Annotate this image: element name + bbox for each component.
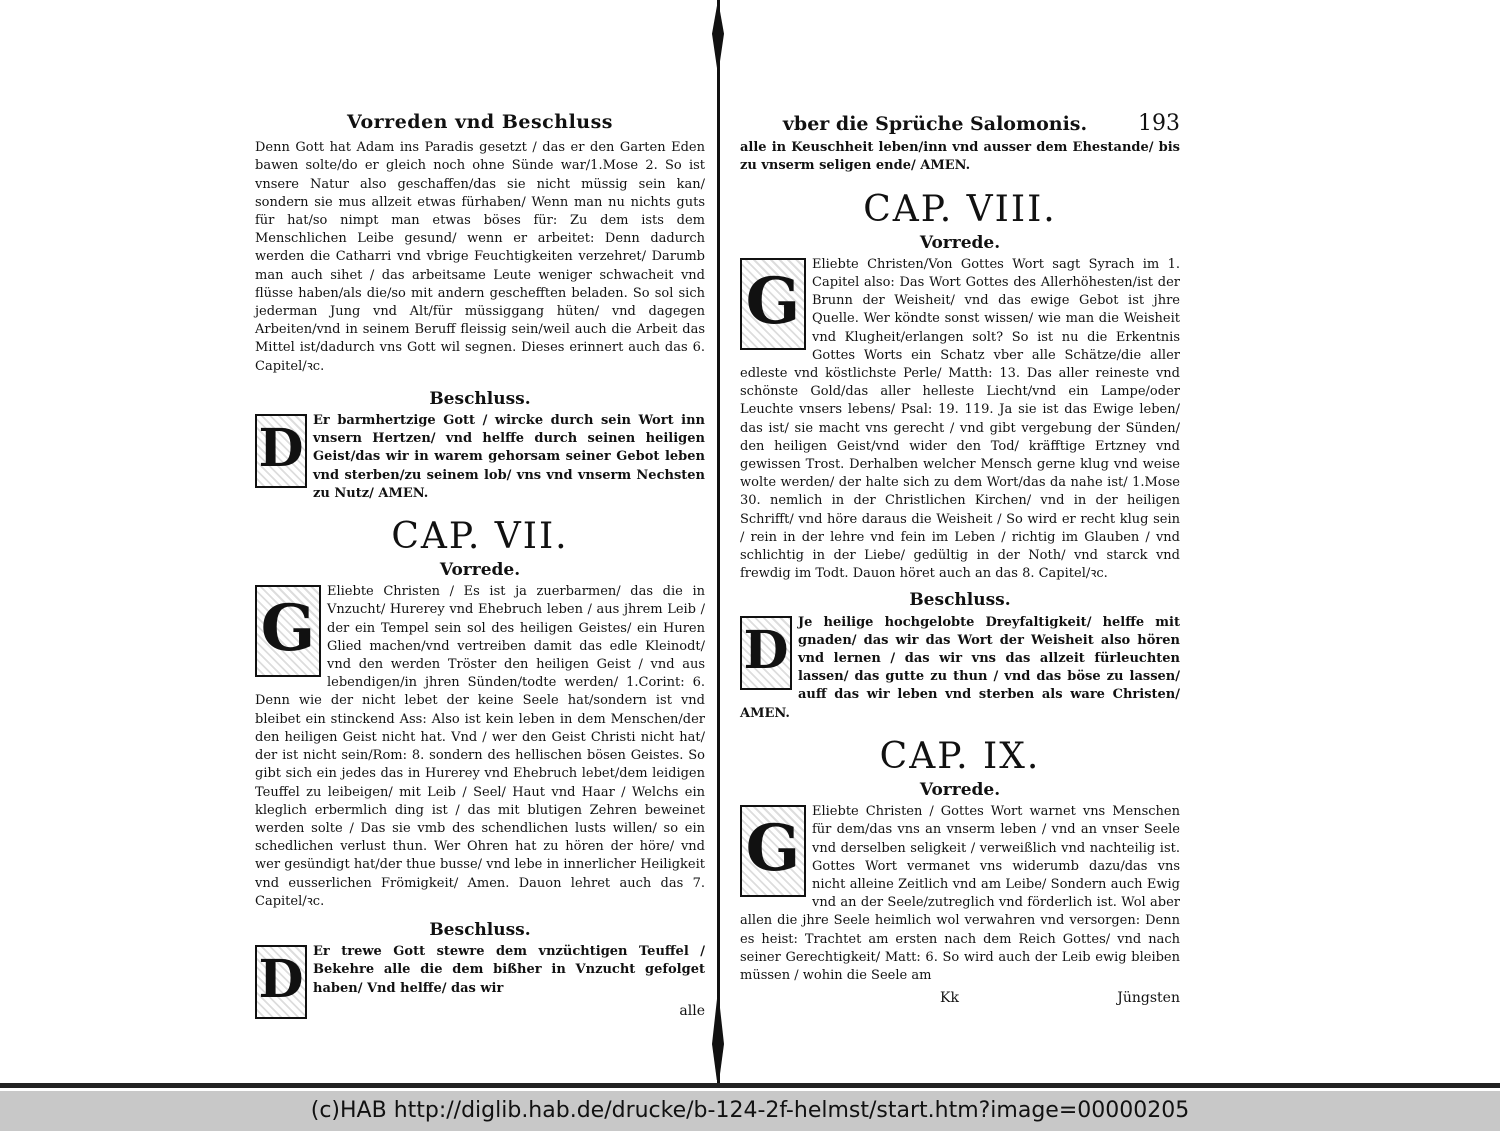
left-page [255, 105, 705, 1020]
intro-paragraph: Denn Gott hat Adam ins Paradis gesetzt / das er den Garten Eden bawen solte/do er gleich noch ohne Sünde war/1.Mose 2. So ist vnsere Natur also geschaffen/das sie nicht müssig sein kan/ sondern sie mus allzeit etwas fürhaben/ Wenn man nu nichts guts für hat/so nimpt man etwas böses für: Zu dem ists dem Menschlichen Leibe gesund/ wenn er arbeitet: Denn dadurch werden die Catharri vnd vbrige Feuchtigkeiten verzehret/ Darumb man auch sihet / das arbeitsame Leute weniger schwacheit vnd flüsse haben/als die/so mit andern geschefften beladen. So sol sich jederman Jung vnd Alt/für müssiggang hüten/ vnd dagegen Arbeiten/vnd in seinem Beruff fleissig sein/weil auch die Arbeit das Mittel ist/dadurch vns Gott wil segnen. Dieses erinnert auch das 6. Capitel/ꝛc. [255, 140, 705, 374]
beschluss-heading: Beschluss. [429, 388, 531, 409]
running-head-right-row [740, 111, 1180, 136]
right-page [740, 105, 1180, 1007]
carryover-paragraph: alle in Keuschheit leben/inn vnd ausser dem Ehestande/ bis zu vnserm seligen ende/ AMEN. [740, 140, 1180, 174]
copyright-watermark: (c)HAB http://diglib.hab.de/drucke/b-124-2f-helmst/start.htm?image=00000205 [310, 1098, 1190, 1123]
chapter-title: CAP. VIII. [863, 188, 1057, 230]
beschluss-text: Er barmhertzige Gott / wircke durch sein Wort inn vnsern Hertzen/ vnd helffe durch seinen heiligen Geist/das wir in warem gehorsam seiner Gebot leben vnd sterben/zu seinem lob/ vns vnd vnserm Nechsten zu Nutz/ AMEN. [313, 413, 705, 501]
vorrede-paragraph [740, 803, 1180, 985]
catchword-row [313, 1002, 705, 1020]
chapter-title: CAP. IX. [879, 735, 1041, 777]
beschluss-heading: Beschluss. [429, 919, 531, 940]
signature-mark: Kk [940, 990, 959, 1007]
copyright-watermark-bar [0, 1091, 1500, 1131]
vorrede-heading: Vorrede. [439, 560, 521, 581]
gutter-binding [712, 0, 724, 1088]
dropcap-ornament: D [740, 616, 792, 690]
dropcap-ornament: D [255, 945, 307, 1019]
vorrede-paragraph [740, 256, 1180, 584]
vorrede-heading: Vorrede. [919, 232, 1001, 253]
vorrede-text: Eliebte Christen / Es ist ja zuerbarmen/ das die in Vnzucht/ Hurerey vnd Ehebruch leben / aus jhrem Leib / der ein Tempel sein sol des heiligen Geistes/ ein Huren Glied machen/vnd vertreiben damit das edle Kleinodt/ vnd den werden Tröster den heiligen Geist / vnd aus lebendigen/in jhren Sünden/todte werden/ 1.Corint: 6. Denn wie der nicht lebet der keine Seele hat/sondern ist vnd bleibet ein stinckend Ass: Also ist kein leben in dem Menschen/der den heiligen Geist nicht hat. Vnd / wer den Geist Christi nicht hat/ der ist nicht sein/Rom: 8. sondern des hellischen bösen Geistes. So gibt sich ein jedes das in Hurerey vnd Ehebruch lebet/dem leidigen Teuffel zu leibeigen/ mit Leib / Seel/ Haut vnd Haar / Welchs ein kleglich erbermlich ding ist / das mit blutigen Zehren beweinet werden solte / Das sie vmb des schendlichen lusts willen/ so ein schedlichen verlust thun. Wer Ohren hat zu hören der höre/ vnd wer gesündigt hat/der thue busse/ vnd lebe in innerlicher Heiligkeit vnd eusserlichen Frömigkeit/ Amen. Dauon lehret auch das 7. Capitel/ꝛc. [255, 584, 705, 909]
running-head-right: vber die Sprüche Salomonis. [782, 113, 1088, 135]
catchword: Jüngsten [1117, 990, 1180, 1007]
page-number: 193 [1138, 111, 1180, 136]
vorrede-text: Eliebte Christen / Gottes Wort warnet vns Menschen für dem/das vns an vnserm leben / vnd an vnser Seele vnd derselben seligkeit / verweißlich vnd nachteilig ist. Gottes Wort vermanet vns widerumb dazu/das vns nicht alleine Zeitlich vnd am Leibe/ Sondern auch Ewig vnd an der Seele/zutreglich vnd förderlich ist. Wol aber allen die jhre Seele heimlich wol verwahren vnd versorgen: Denn es heist: Trachtet am ersten nach dem Reich Gottes/ vnd nach seiner Gerechtigkeit/ Matt: 6. So wird auch der Leib ewig bleiben müssen / wohin die Seele am [740, 804, 1180, 983]
beschluss-text: Er trewe Gott stewre dem vnzüchtigen Teuffel / Bekehre alle die dem bißher in Vnzucht gefolget haben/ Vnd helffe/ das wir [313, 944, 705, 996]
beschluss-paragraph [255, 943, 705, 1011]
dropcap-ornament: G [255, 585, 321, 677]
catchword: alle [679, 1002, 705, 1019]
beschluss-paragraph [740, 614, 1180, 723]
vorrede-text: Eliebte Christen/Von Gottes Wort sagt Syrach im 1. Capitel also: Das Wort Gottes des Allerhöhesten/ist der Brunn der Weisheit/ vnd das ewige Gebot ist jhre Quelle. Wer köndte sonst wissen/ wie man die Weisheit vnd Klugheit/erlangen solt? So ist nu die Erkentnis Gottes Worts ein Schatz vber alle Schätze/die aller edleste vnd köstlichste Perle/ Matth: 13. Das aller reineste vnd schönste Gold/das aller helleste Liecht/vnd ein Lampe/oder Leuchte vnsers lebens/ Psal: 19. 119. Ja sie ist das Ewige leben/ das ist/ sie macht vns gerecht / vnd gibt vergebung der Sünden/ den heiligen Geist/vnd wider den Tod/ kräfftige Ertzney vnd gewissen Trost. Derhalben welcher Mensch gerne klug vnd weise wolte werden/ der halte sich zu dem Wort/das da nahe ist/ 1.Mose 30. nemlich in der Christlichen Kirchen/ vnd in der heiligen Schrifft/ vnd höre daraus die Weisheit / So wird er recht klug sein / rein in der lehre vnd fein im Leben / richtig im Glauben / vnd schlichtig in der Liebe/ gedültig in der Noth/ vnd starck vnd frewdig im Todt. Dauon höret auch an das 8. Capitel/ꝛc. [740, 256, 1180, 582]
vorrede-paragraph [255, 583, 705, 911]
beschluss-paragraph [255, 412, 705, 503]
beschluss-text: Je heilige hochgelobte Dreyfaltigkeit/ helffe mit gnaden/ das wir das Wort der Weisheit also hören vnd lernen / das wir vns das allzeit fürleuchten lassen/ das gutte zu thun / vnd das böse zu lassen/ auff das wir leben vnd sterben als ware Christen/ AMEN. [740, 614, 1180, 721]
dropcap-ornament: G [740, 258, 806, 350]
dropcap-ornament: G [740, 805, 806, 897]
catchword-row [740, 989, 1180, 1007]
running-head-left: Vorreden vnd Beschluss [347, 111, 613, 133]
vorrede-heading: Vorrede. [919, 779, 1001, 800]
chapter-title: CAP. VII. [391, 516, 569, 558]
dropcap-ornament: D [255, 414, 307, 488]
beschluss-heading: Beschluss. [909, 590, 1011, 611]
page-bottom-edge [0, 1083, 1500, 1088]
